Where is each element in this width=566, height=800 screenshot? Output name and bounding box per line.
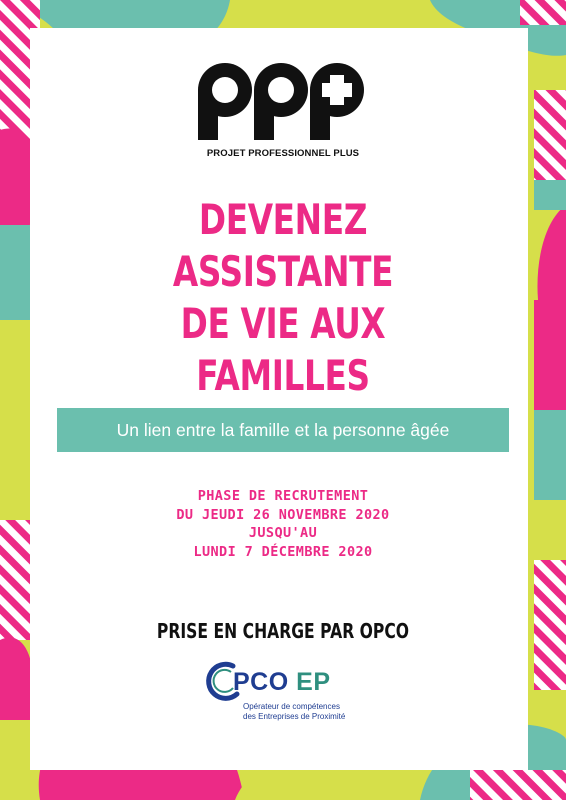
headline-line: FAMILLES bbox=[196, 351, 370, 400]
opco-name-main: PCO bbox=[233, 668, 289, 696]
opco-name bbox=[233, 668, 331, 697]
phase-line: DU JEUDI 26 NOVEMBRE 2020 bbox=[176, 506, 390, 523]
phase-line: JUSQU'AU bbox=[248, 525, 318, 541]
tagline-banner bbox=[57, 408, 509, 452]
logo-caption: PROJET PROFESSIONNEL PLUS bbox=[206, 148, 360, 159]
headline-line: DE VIE AUX bbox=[180, 299, 386, 348]
headline-line: DEVENEZ bbox=[198, 195, 368, 244]
ppp-logo bbox=[195, 52, 371, 162]
tagline-text: Un lien entre la famille et la personne âgée bbox=[116, 419, 450, 440]
opco-subtitle bbox=[243, 702, 378, 721]
opco-subtitle-line: des Entreprises de Proximité bbox=[243, 711, 346, 721]
opco-name-accent: EP bbox=[296, 668, 331, 696]
ppp-plus-logo-mark bbox=[195, 52, 371, 147]
opco-subtitle-line: Opérateur de compétences bbox=[243, 702, 340, 711]
phase-line: LUNDI 7 DÉCEMBRE 2020 bbox=[193, 543, 373, 560]
headline bbox=[109, 194, 457, 402]
headline-line: ASSISTANTE bbox=[172, 247, 394, 296]
funding-note: PRISE EN CHARGE PAR OPCO bbox=[156, 619, 410, 643]
recruitment-dates bbox=[60, 487, 506, 561]
phase-line: PHASE DE RECRUTEMENT bbox=[197, 488, 369, 504]
opco-ep-logo bbox=[203, 658, 373, 728]
